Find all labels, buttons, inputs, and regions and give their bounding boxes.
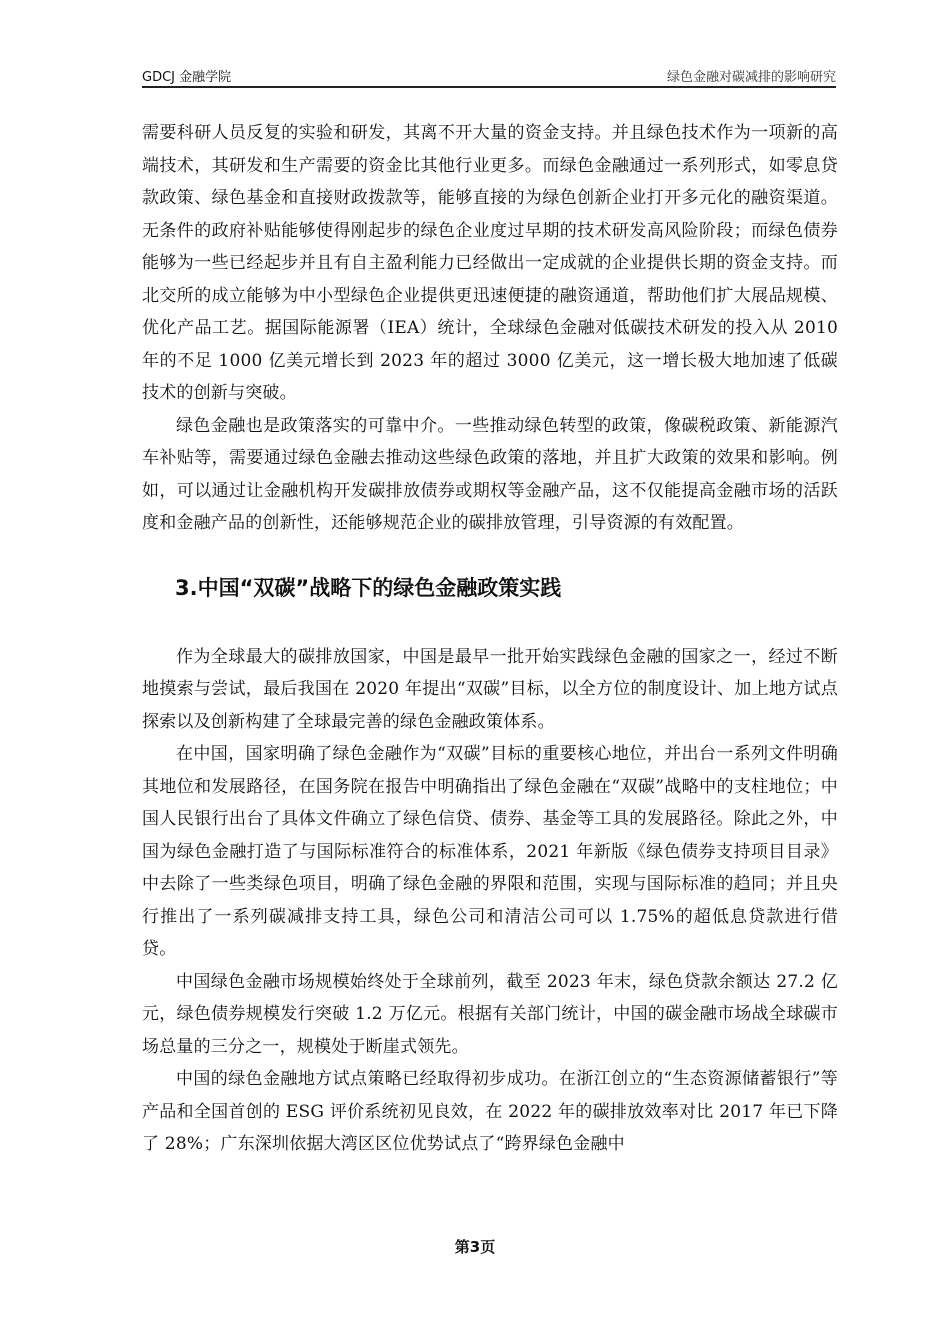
body-paragraph: 在中国，国家明确了绿色金融作为“双碳”目标的重要核心地位，并出台一系列文件明确其地位和发展路径，在国务院在报告中明确指出了绿色金融在“双碳”战略中的支柱地位；中国人民银行出台了具体文件确立了绿色信贷、债券、基金等工具的发展路径。除此之外，中国为绿色金融打造了与国际标准符合的标准体系，2021 年新版《绿色债券支持项目目录》中去除了一些类绿色项目，明确了绿色金融的界限和范围，实现与国际标准的趋同；并且央行推出了一系列碳减排支持工具，绿色公司和清洁公司可以 1.75%的超低息贷款进行借贷。 [142,744,838,959]
section-heading: 3.中国“双碳”战略下的绿色金融政策实践 [175,575,562,600]
header-school: GDCJ 金融学院 [142,70,232,85]
header-paper-title: 绿色金融对碳减排的影响研究 [666,70,836,85]
body-paragraph: 中国绿色金融市场规模始终处于全球前列，截至 2023 年末，绿色贷款余额达 27.2 亿元，绿色债券规模发行突破 1.2 万亿元。根据有关部门统计，中国的碳金融市场战全球碳市场总量的三分之一，规模处于断崖式领先。 [142,971,838,1057]
body-paragraph: 绿色金融也是政策落实的可靠中介。一些推动绿色转型的政策，像碳税政策、新能源汽车补贴等，需要通过绿色金融去推动这些绿色政策的落地，并且扩大政策的效果和影响。例如，可以通过让金融机构开发碳排放债券或期权等金融产品，这不仅能提高金融市场的活跃度和金融产品的创新性，还能够规范企业的碳排放管理，引导资源的有效配置。 [142,415,838,533]
page-body [142,117,838,1161]
body-paragraph: 中国的绿色金融地方试点策略已经取得初步成功。在浙江创立的“生态资源储蓄银行”等产品和全国首创的 ESG 评价系统初见良效，在 2022 年的碳排放效率对比 2017 年已下降了 28%；广东深圳依据大湾区区位优势试点了“跨界绿色金融中 [142,1069,838,1154]
page-number: 第3页 [454,1238,496,1256]
page-header [142,64,836,88]
body-paragraph: 需要科研人员反复的实验和研发，其离不开大量的资金支持。并且绿色技术作为一项新的高端技术，其研发和生产需要的资金比其他行业更多。而绿色金融通过一系列形式，如零息贷款政策、绿色基金和直接财政拨款等，能够直接的为绿色创新企业打开多元化的融资渠道。无条件的政府补贴能够使得刚起步的绿色企业度过早期的技术研发高风险阶段；而绿色债券能够为一些已经起步并且有自主盈利能力已经做出一定成就的企业提供长期的资金支持。而北交所的成立能够为中小型绿色企业提供更迅速便捷的融资通道，帮助他们扩大展品规模、优化产品工艺。据国际能源署（IEA）统计，全球绿色金融对低碳技术研发的投入从 2010 年的不足 1000 亿美元增长到 2023 年的超过 3000 亿美元，这一增长极大地加速了低碳技术的创新与突破。 [142,123,838,403]
body-paragraph: 作为全球最大的碳排放国家，中国是最早一批开始实践绿色金融的国家之一，经过不断地摸索与尝试，最后我国在 2020 年提出“双碳”目标，以全方位的制度设计、加上地方试点探索以及创新构建了全球最完善的绿色金融政策体系。 [142,646,838,732]
